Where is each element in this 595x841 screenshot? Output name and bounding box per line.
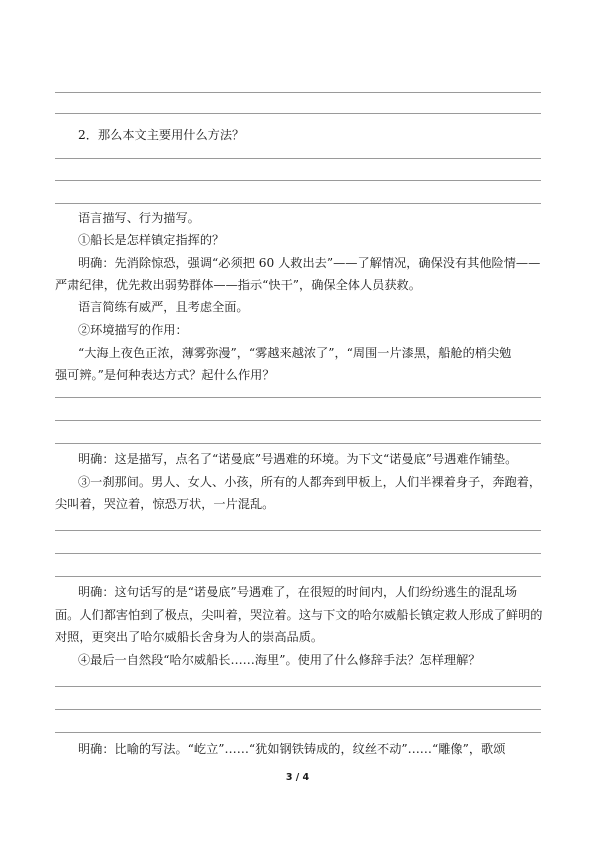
page-number: 3 / 4 xyxy=(285,772,310,783)
sub-question: ④最后一自然段“哈尔威船长……海里”。使用了什么修辞手法？怎样理解？ xyxy=(78,653,481,667)
answer-rule xyxy=(55,732,541,733)
answer-line: 明确：这句话写的是“诺曼底”号遇难了，在很短的时间内，人们纷纷逃生的混乱场 xyxy=(78,585,518,599)
text-line: 语言简练有威严，且考虑全面。 xyxy=(78,300,249,314)
answer-rule xyxy=(55,113,541,114)
sub-question: ③一刹那间。男人、女人、小孩，所有的人都奔到甲板上，人们半裸着身子，奔跑着， xyxy=(78,475,542,489)
quote-line: 强可辨。”是何种表达方式？起什么作用？ xyxy=(55,368,275,382)
text-line: 语言描写、行为描写。 xyxy=(78,211,200,225)
sub-question: 尖叫着，哭泣着，惊恐万状，一片混乱。 xyxy=(55,497,275,511)
answer-line: 严肃纪律，优先救出弱势群体——指示“快干”，确保全体人员获救。 xyxy=(55,278,421,292)
answer-rule xyxy=(55,530,541,531)
question-2: 2．那么本文主要用什么方法？ xyxy=(78,128,245,142)
answer-rule xyxy=(55,158,541,159)
answer-rule xyxy=(55,686,541,687)
answer-rule xyxy=(55,443,541,444)
answer-line: 明确：先消除惊恐，强调“必须把 60 人救出去”——了解情况，确保没有其他险情—— xyxy=(78,256,541,270)
answer-rule xyxy=(55,420,541,421)
answer-line: 对照，更突出了哈尔威船长舍身为人的崇高品质。 xyxy=(55,630,324,644)
answer-rule xyxy=(55,709,541,710)
answer-rule xyxy=(55,180,541,181)
answer-line: 明确：比喻的写法。“屹立”……“犹如钢铁铸成的，纹丝不动”……“雕像”，歌颂 xyxy=(78,742,506,756)
sub-question: ①船长是怎样镇定指挥的？ xyxy=(78,233,225,247)
answer-rule xyxy=(55,203,541,204)
answer-line: 面。人们都害怕到了极点，尖叫着，哭泣着。这与下文的哈尔威船长镇定救人形成了鲜明的 xyxy=(55,608,543,622)
quote-line: “大海上夜色正浓，薄雾弥漫”，“雾越来越浓了”，“周围一片漆黑，船舱的梢尖勉 xyxy=(78,346,512,360)
answer-line: 明确：这是描写，点名了“诺曼底”号遇难的环境。为下文“诺曼底”号遇难作铺垫。 xyxy=(78,452,518,466)
answer-rule xyxy=(55,553,541,554)
answer-rule xyxy=(55,397,541,398)
answer-rule xyxy=(55,576,541,577)
answer-rule xyxy=(55,92,541,93)
sub-question: ②环境描写的作用： xyxy=(78,323,188,337)
